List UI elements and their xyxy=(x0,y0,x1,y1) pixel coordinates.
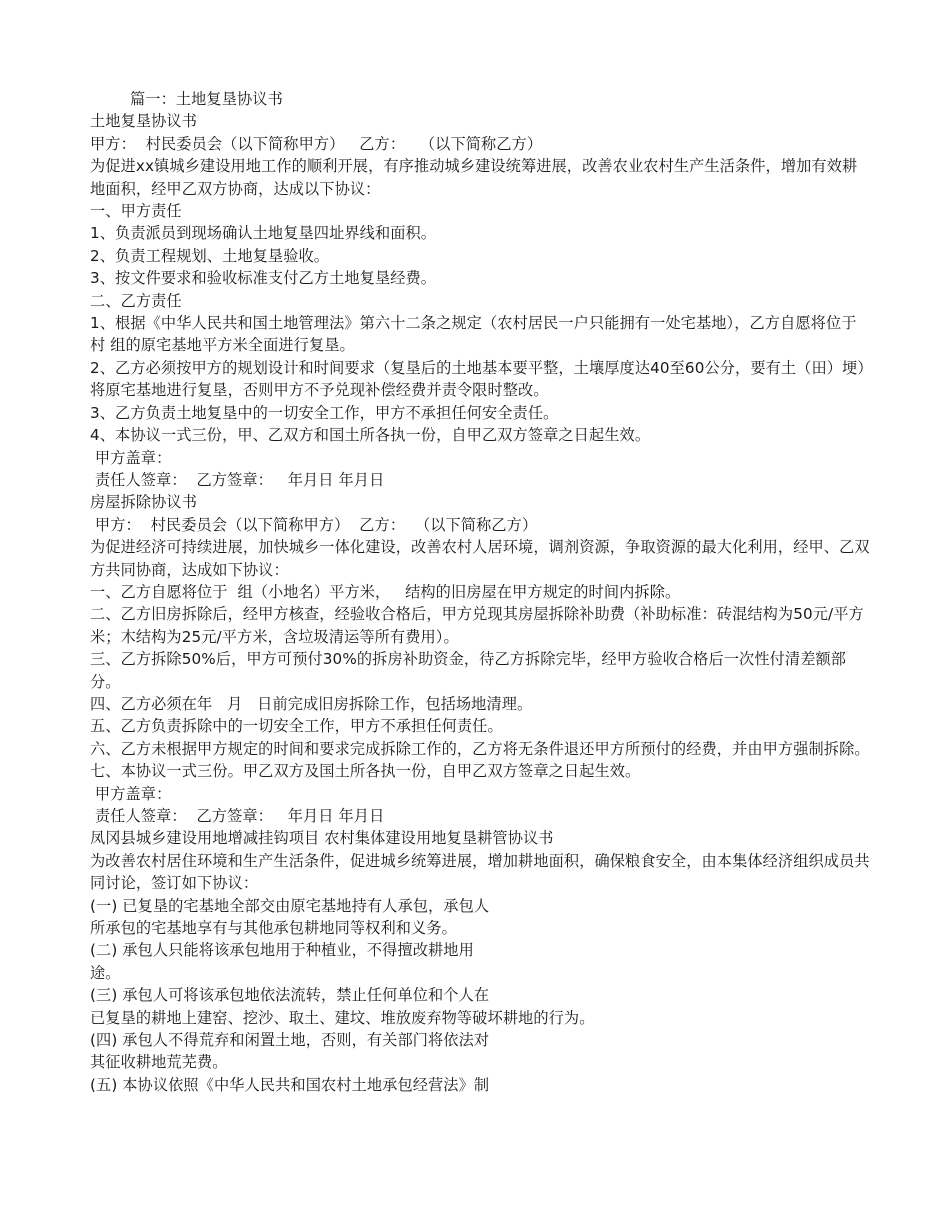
signature-line: 责任人签章： 乙方签章： 年月日 年月日 xyxy=(90,470,385,489)
agreement-title: 凤冈县城乡建设用地增减挂钩项目 农村集体建设用地复垦耕管协议书 xyxy=(90,829,554,848)
clause: 所承包的宅基地享有与其他承包耕地同等权利和义务。 xyxy=(90,919,457,938)
section-heading: 一、甲方责任 xyxy=(90,202,182,221)
clause: 1、负责派员到现场确认土地复垦四址界线和面积。 xyxy=(90,224,437,243)
paragraph: 为促进经济可持续进展，加快城乡一体化建设，改善农村人居环境，调剂资源，争取资源的最大化利用，经甲、乙双方共同协商，达成如下协议： xyxy=(90,538,870,579)
parties-line: 甲方： 村民委员会（以下简称甲方） 乙方： （以下简称乙方） xyxy=(90,134,543,153)
clause: 三、乙方拆除50%后，甲方可预付30%的拆房补助资金，待乙方拆除完毕，经甲方验收合格后一次性付清差额部分。 xyxy=(90,650,847,691)
clause: 已复垦的耕地上建窑、挖沙、取土、建坟、堆放废弃物等破坏耕地的行为。 xyxy=(90,1008,595,1027)
paragraph: 为促进xx镇城乡建设用地工作的顺利开展，有序推动城乡建设统筹进展，改善农业农村生产生活条件，增加有效耕地面积，经甲乙双方协商，达成以下协议： xyxy=(90,157,858,198)
agreement-title: 房屋拆除协议书 xyxy=(90,493,198,512)
clause: 2、负责工程规划、土地复垦验收。 xyxy=(90,246,330,265)
clause: 一、乙方自愿将位于 组（小地名）平方米， 结构的旧房屋在甲方规定的时间内拆除。 xyxy=(90,582,681,601)
section-heading: 二、乙方责任 xyxy=(90,291,182,310)
signature-line: 甲方盖章： xyxy=(90,784,172,803)
clause: (二) 承包人只能将该承包地用于种植业，不得擅改耕地用 xyxy=(90,941,474,960)
clause: 六、乙方未根据甲方规定的时间和要求完成拆除工作的，乙方将无条件退还甲方所预付的经费，并由甲方强制拆除。 xyxy=(90,739,870,758)
clause: 其征收耕地荒芜费。 xyxy=(90,1053,228,1072)
section-heading: 篇一：土地复垦协议书 xyxy=(130,90,283,108)
agreement-title: 土地复垦协议书 xyxy=(90,112,198,131)
clause: 二、乙方旧房拆除后，经甲方核查，经验收合格后，甲方兑现其房屋拆除补助费（补助标准：砖混结构为50元/平方米；木结构为25元/平方米，含垃圾清运等所有费用）。 xyxy=(90,605,864,646)
clause: (三) 承包人可将该承包地依法流转，禁止任何单位和个人在 xyxy=(90,986,490,1005)
paragraph: 为改善农村居住环境和生产生活条件，促进城乡统筹进展，增加耕地面积，确保粮食安全，由本集体经济组织成员共同讨论，签订如下协议： xyxy=(90,851,870,893)
clause: 七、本协议一式三份。甲乙双方及国土所各执一份，自甲乙双方签章之日起生效。 xyxy=(90,762,641,781)
clause: (一) 已复垦的宅基地全部交由原宅基地持有人承包，承包人 xyxy=(90,896,490,915)
signature-line: 责任人签章： 乙方签章： 年月日 年月日 xyxy=(90,807,385,825)
clause: 四、乙方必须在年 月 日前完成旧房拆除工作，包括场地清理。 xyxy=(90,694,533,713)
clause: 2、乙方必须按甲方的规划设计和时间要求（复垦后的土地基本要平整，土壤厚度达40至60公分，要有土（田）埂）将原宅基地进行复垦，否则甲方不予兑现补偿经费并责令限时整改。 xyxy=(90,358,866,400)
clause: 途。 xyxy=(90,963,121,982)
document-body xyxy=(90,88,870,1096)
clause: 1、根据《中华人民共和国土地管理法》第六十二条之规定（农村居民一户只能拥有一处宅基地），乙方自愿将位于 村 组的原宅基地平方米全面进行复垦。 xyxy=(90,314,857,355)
clause: (五) 本协议依照《中华人民共和国农村土地承包经营法》制 xyxy=(90,1075,490,1094)
clause: 五、乙方负责拆除中的一切安全工作，甲方不承担任何责任。 xyxy=(90,717,503,736)
clause: 3、按文件要求和验收标准支付乙方土地复垦经费。 xyxy=(90,269,437,288)
clause: 4、本协议一式三份，甲、乙双方和国土所各执一份，自甲乙双方签章之日起生效。 xyxy=(90,426,651,445)
clause: (四) 承包人不得荒弃和闲置土地，否则，有关部门将依法对 xyxy=(90,1031,490,1050)
parties-line: 甲方： 村民委员会（以下简称甲方） 乙方： （以下简称乙方） xyxy=(90,515,538,534)
signature-line: 甲方盖章： xyxy=(90,448,172,467)
clause: 3、乙方负责土地复垦中的一切安全工作，甲方不承担任何安全责任。 xyxy=(90,403,559,422)
